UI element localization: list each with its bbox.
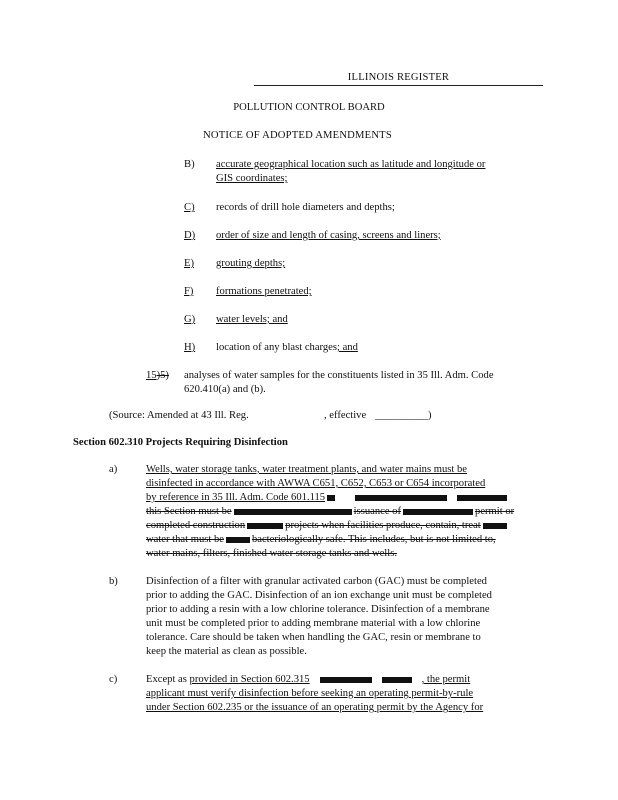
a-line-4d: or: [505, 506, 515, 517]
a-line-4b: issuance of: [353, 506, 402, 517]
c-line-1a: Except as: [146, 674, 190, 685]
list-text: formations penetrated;: [216, 286, 312, 297]
a-line-5b: projects when facilities produce, contain, treat: [285, 520, 481, 531]
list-label: D): [184, 230, 196, 241]
a-line-5: [146, 520, 509, 531]
list-label: F): [184, 286, 194, 297]
a-line-4: [146, 506, 514, 517]
header-rule: [254, 85, 543, 86]
redaction-mark: [247, 523, 283, 529]
c-line-1c: , the permit: [421, 674, 471, 685]
section-heading: Section 602.310 Projects Requiring Disinfection: [73, 437, 288, 448]
list-text-cont: GIS coordinates;: [216, 173, 288, 184]
item-15-label: [146, 370, 169, 381]
a-line-4c: permit: [475, 506, 503, 517]
b-line: unit must be completed prior to adding membrane material with a low chlorine: [146, 618, 481, 629]
b-line: keep the material as clean as possible.: [146, 646, 307, 657]
item-15-label-old: )5): [156, 370, 169, 381]
list-text-main: location of any blast charges: [216, 342, 338, 353]
a-line-6a: water that must be: [146, 534, 224, 545]
item-15-line1: analyses of water samples for the constituents listed in 35 Ill. Adm. Code: [184, 370, 494, 381]
list-label: C): [184, 202, 195, 213]
a-line-3: [146, 492, 509, 503]
subsection-a-label: a): [109, 464, 118, 475]
redaction-mark: [327, 495, 335, 501]
register-header: ILLINOIS REGISTER: [347, 72, 450, 83]
list-label: E): [184, 258, 194, 269]
c-line-2: applicant must verify disinfection before seeking an operating permit-by-rule: [146, 688, 474, 699]
c-line-1b: provided in Section 602.315: [189, 674, 310, 685]
redaction-mark: [320, 677, 372, 683]
redaction-mark: [355, 495, 447, 501]
a-line-6: [146, 534, 496, 545]
b-line: prior to adding a resin with a low chlorine tolerance. Disinfection of a membrane: [146, 604, 490, 615]
source-effective: , effective: [324, 410, 367, 421]
list-text: water levels; and: [216, 314, 288, 325]
source-blank: __________): [375, 410, 432, 421]
list-text: accurate geographical location such as latitude and longitude or: [216, 159, 486, 170]
agency-title: POLLUTION CONTROL BOARD: [233, 102, 385, 113]
a-line-7c: , filters, finished water storage tanks: [197, 548, 352, 559]
a-line-1: Wells, water storage tanks, water treatment plants, and water mains must be: [146, 464, 467, 475]
item-15-line2: 620.410(a) and (b).: [184, 384, 266, 395]
list-label: G): [184, 314, 196, 325]
b-line: tolerance. Care should be taken when handling the GAC, resin or membrane to: [146, 632, 481, 643]
c-line-3: under Section 602.235 or the issuance of an operating permit by the Agency for: [146, 702, 484, 713]
item-15-label-new: 15: [146, 370, 157, 381]
a-line-6b: bacteriologically safe. This includes, but is not limited to,: [251, 534, 496, 545]
notice-title: NOTICE OF ADOPTED AMENDMENTS: [203, 130, 392, 141]
subsection-b-label: b): [109, 576, 118, 587]
a-line-7: [146, 548, 397, 559]
source-prefix: (Source: Amended at 43 Ill. Reg.: [109, 410, 249, 421]
redaction-mark: [226, 537, 250, 543]
a-line-7b: mains: [172, 548, 198, 559]
a-line-3-text: by reference in 35 Ill. Adm. Code 601.115: [146, 492, 326, 503]
list-text-added: ; and: [337, 342, 358, 353]
list-text: grouting depths;: [216, 258, 286, 269]
list-text: records of drill hole diameters and depths;: [216, 202, 395, 213]
redaction-mark: [457, 495, 507, 501]
redaction-mark: [403, 509, 473, 515]
a-line-7a: water: [146, 548, 170, 559]
c-line-1: [146, 674, 470, 685]
b-line: prior to adding the GAC. Disinfection of an ion exchange unit must be completed: [146, 590, 492, 601]
a-line-7d: and wells.: [354, 548, 397, 559]
b-line: Disinfection of a filter with granular activated carbon (GAC) must be completed: [146, 576, 487, 587]
a-line-4a: this Section must be: [146, 506, 232, 517]
list-text: [216, 342, 358, 353]
list-label: B): [184, 159, 195, 170]
a-line-5a: completed construction: [146, 520, 246, 531]
redaction-mark: [234, 509, 352, 515]
redaction-mark: [483, 523, 507, 529]
list-label: H): [184, 342, 196, 353]
redaction-mark: [382, 677, 412, 683]
a-line-2: disinfected in accordance with AWWA C651, C652, C653 or C654 incorporated: [146, 478, 486, 489]
list-text: order of size and length of casing, screens and liners;: [216, 230, 441, 241]
subsection-c-label: c): [109, 674, 118, 685]
